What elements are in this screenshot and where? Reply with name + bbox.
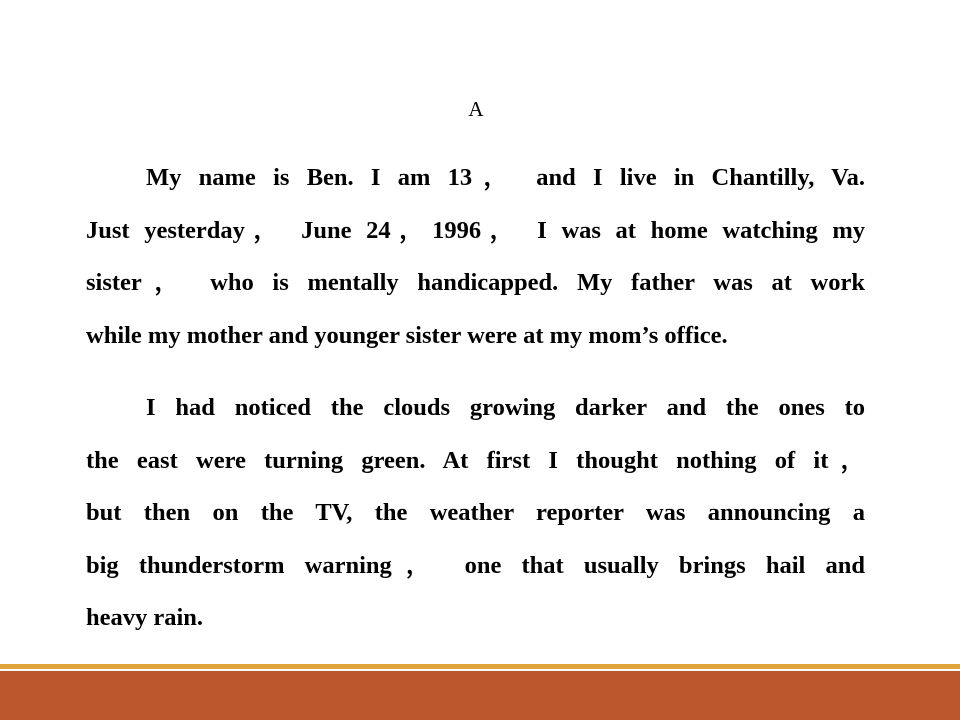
footer-accent-line <box>0 664 960 669</box>
paragraph-2-line-1: I had noticed the clouds growing darker and the ones to <box>146 394 865 421</box>
passage-heading: A <box>468 97 484 121</box>
paragraph-2-line-5: heavy rain. <box>86 604 204 631</box>
paragraph-1-line-4: while my mother and younger sister were at my mom’s office. <box>86 321 728 349</box>
paragraph-1-line-1: My name is Ben. I am 13， and I live in Chantilly, Va. <box>146 164 865 191</box>
paragraph-2-line-3: but then on the TV, the weather reporter was announcing a <box>86 499 865 526</box>
paragraph-2-line-4: big thunderstorm warning， one that usually brings hail and <box>86 551 865 579</box>
paragraph-1-line-3: sister， who is mentally handicapped. My father was at work <box>86 269 865 296</box>
footer-band <box>0 671 960 720</box>
paragraph-1 <box>86 152 865 362</box>
paragraph-2 <box>86 382 865 645</box>
paragraph-2-line-2: the east were turning green. At first I thought nothing of it， <box>86 446 865 474</box>
paragraph-1-line-2: Just yesterday， June 24，1996， I was at home watching my <box>86 216 865 244</box>
